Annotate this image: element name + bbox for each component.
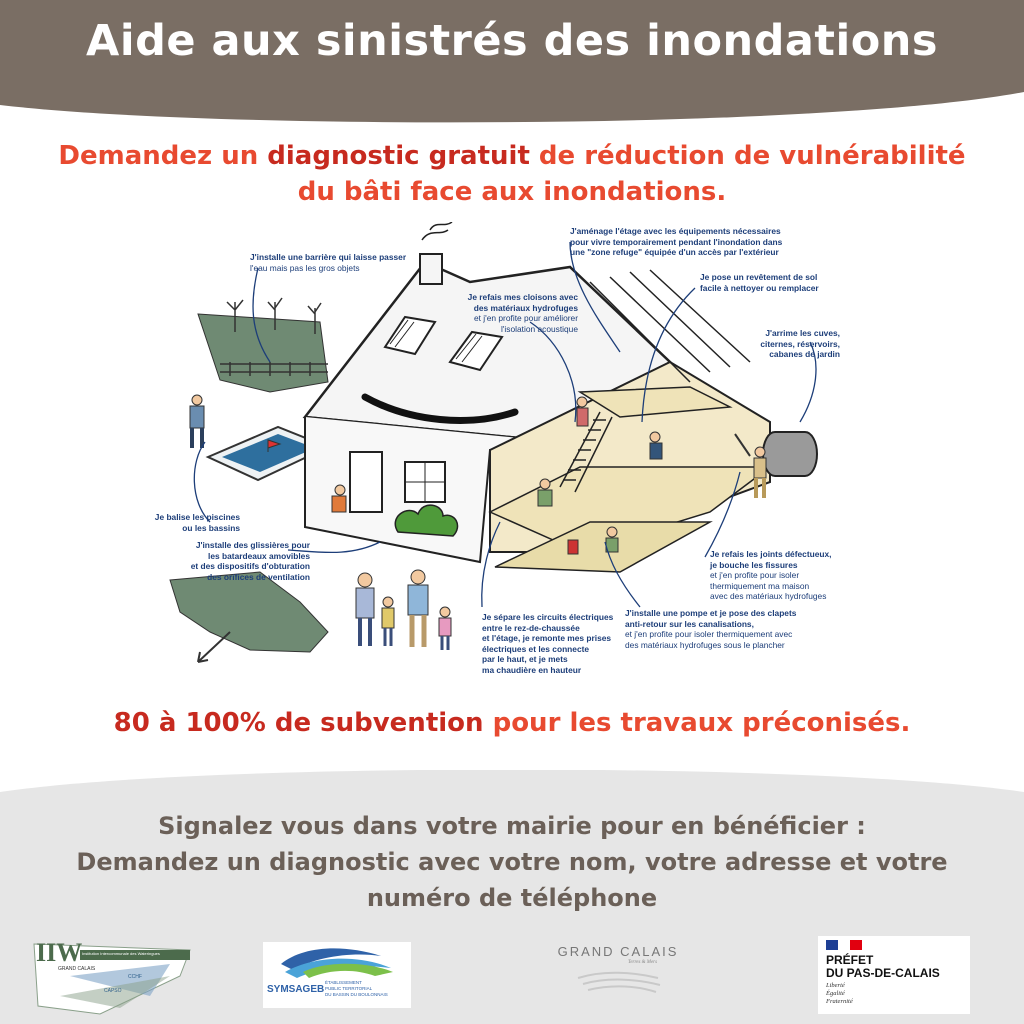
iiw-sub3: CCHF (128, 974, 142, 980)
callout-cloisons: Je refais mes cloisons avec des matériaux hydrofuges et j'en profite pour améliorer l'isolation acoustique (467, 292, 578, 334)
page-title: Aide aux sinistrés des inondations (86, 16, 938, 66)
prefet-title: PRÉFET DU PAS-DE-CALAIS (826, 953, 940, 980)
signal-line1: Signalez vous dans votre mairie pour en bénéficier : (158, 812, 866, 840)
callout-circuits: Je sépare les circuits électriques entre le rez-de-chaussée et l'étage, je remonte mes prises électriques et les connecte par le haut, et je mets ma chaudière en hauteur (482, 612, 614, 675)
headline-line2: du bâti face aux inondations. (297, 177, 727, 207)
logo-symsageb (263, 942, 411, 1008)
callout-etage: J'aménage l'étage avec les équipements nécessaires pour vivre temporairement pendant l'inondation dans une "zone refuge" équipée d'un accès par l'extérieur (570, 226, 783, 257)
callout-barriere: J'installe une barrière qui laisse passer l'eau mais pas les gros objets (250, 252, 407, 273)
french-flag-icon (826, 940, 862, 950)
headline (0, 138, 1024, 210)
signal-line2: Demandez un diagnostic avec votre nom, votre adresse et votre (76, 848, 948, 876)
prefet-motto: Liberté Égalité Fraternité (826, 982, 853, 1005)
grand-calais-name: GRAND CALAIS (557, 944, 679, 959)
headline-part3: de réduction de vulnérabilité (529, 141, 966, 171)
iiw-sub2: CAPSO (104, 988, 122, 994)
signal-line3: numéro de téléphone (366, 884, 658, 912)
iiw-text: Institution Intercommunale des Wateringues (82, 951, 160, 956)
symsageb-name: SYMSAGEB (267, 984, 325, 995)
grand-calais-tagline: Terres & Mers (628, 960, 658, 965)
callout-pompe: J'installe une pompe et je pose des clapets anti-retour sur les canalisations, et j'en profite pour isoler thermiquement avec des matériaux hydrofuges sous le plancher (625, 608, 797, 650)
logo-grand-calais (548, 944, 688, 1000)
headline-part1: Demandez un (58, 141, 268, 171)
header-banner (0, 0, 1024, 130)
callout-revetement: Je pose un revêtement de sol facile à nettoyer ou remplacer (700, 272, 819, 293)
iiw-mark: IIW (36, 938, 83, 967)
symsageb-logo-graphic (263, 942, 411, 1008)
callout-glissieres: J'installe des glissières pour les batardeaux amovibles et des dispositifs d'obturation des orifices de ventilation (190, 540, 310, 582)
headline-emphasis: diagnostic gratuit (267, 141, 530, 171)
subsidy-text: pour les travaux préconisés. (483, 708, 911, 738)
iiw-sub: GRAND CALAIS (58, 966, 96, 972)
subsidy-line (0, 708, 1024, 738)
symsageb-desc: ÉTABLISSEMENT PUBLIC TERRITORIAL DU BASSIN DU BOULONNAIS (325, 980, 388, 997)
callout-cuves: J'arrime les cuves, citernes, réservoirs, cabanes de jardin (760, 328, 840, 359)
grand-calais-waves (548, 944, 688, 1000)
callout-piscines: Je balise les piscines ou les bassins (154, 512, 240, 533)
house-illustration (150, 222, 880, 682)
logo-prefet (818, 936, 970, 1014)
callout-joints: Je refais les joints défectueux, je bouche les fissures et j'en profite pour isoler thermiquement ma maison avec des matériaux hydrofuges (710, 549, 832, 601)
subsidy-amount: 80 à 100% de subvention (113, 708, 484, 738)
signal-instructions (0, 808, 1024, 916)
logo-iiw (30, 936, 198, 1016)
